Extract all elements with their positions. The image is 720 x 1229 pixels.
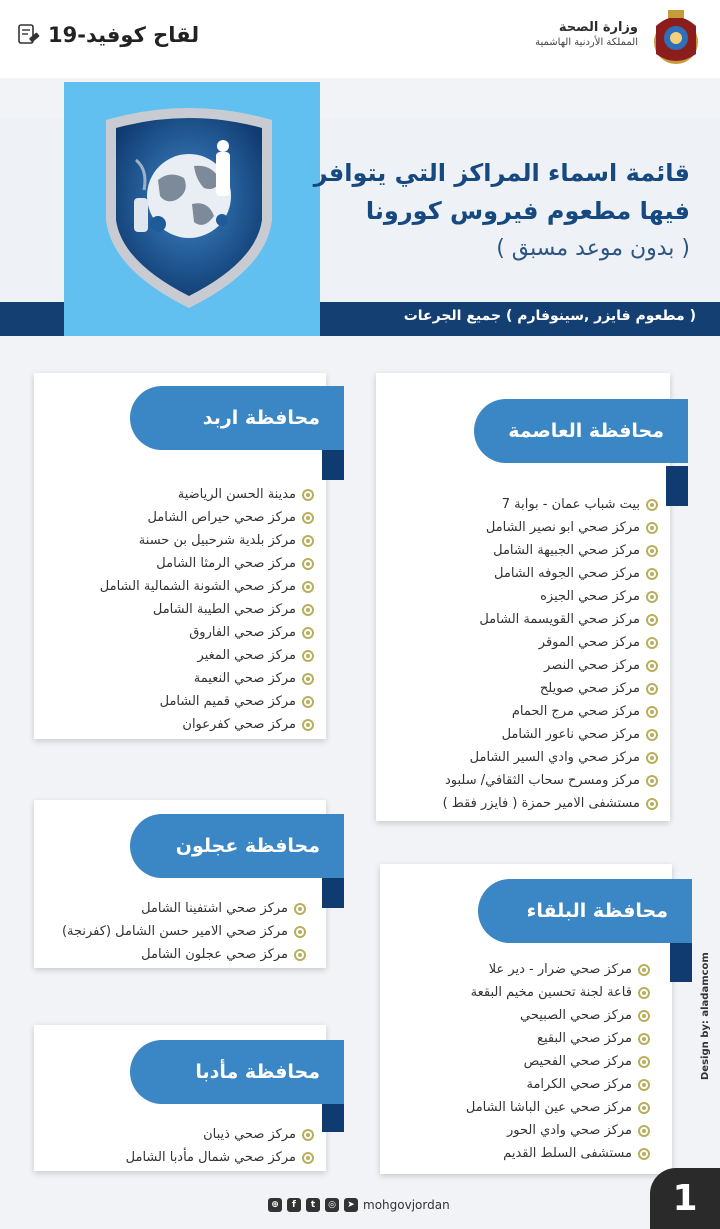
banner-title bbox=[314, 154, 690, 268]
design-credit: Design by: aladamcom bbox=[700, 952, 711, 1080]
capital-list bbox=[443, 493, 658, 815]
telegram-icon[interactable]: ➤ bbox=[344, 1198, 358, 1212]
location-pin-icon bbox=[646, 568, 658, 580]
list-item: بيت شباب عمان - بوابة 7 bbox=[443, 493, 658, 516]
vaccine-title-text: لقاح كوفيد-19 bbox=[48, 23, 200, 47]
irbid-header: محافظة اربد bbox=[130, 386, 344, 450]
ministry-name: وزارة الصحة bbox=[558, 20, 638, 35]
list-item: مركز صحي ابو نصير الشامل bbox=[443, 516, 658, 539]
capital-header: محافظة العاصمة bbox=[474, 399, 688, 463]
location-pin-icon bbox=[638, 1079, 650, 1091]
location-pin-icon bbox=[646, 660, 658, 672]
location-pin-icon bbox=[646, 614, 658, 626]
location-pin-icon bbox=[638, 1033, 650, 1045]
banner-title-line3: ( بدون موعد مسبق ) bbox=[496, 236, 690, 261]
jordan-coat-of-arms-icon bbox=[650, 6, 702, 68]
list-item: مركز صحي القويسمة الشامل bbox=[443, 608, 658, 631]
balqa-pill-fold bbox=[670, 942, 692, 982]
list-item: مركز صحي صويلح bbox=[443, 677, 658, 700]
location-pin-icon bbox=[302, 719, 314, 731]
list-item: مستشفى الامير حمزة ( فايزر فقط ) bbox=[443, 792, 658, 815]
list-item: مركز صحي الصبيحي bbox=[466, 1004, 650, 1027]
location-pin-icon bbox=[302, 535, 314, 547]
location-pin-icon bbox=[646, 522, 658, 534]
twitter-icon[interactable]: t bbox=[306, 1198, 320, 1212]
web-icon[interactable]: ⊕ bbox=[268, 1198, 282, 1212]
location-pin-icon bbox=[294, 949, 306, 961]
social-footer bbox=[268, 1198, 450, 1212]
banner-subtitle: ( مطعوم فايزر ,سينوفارم ) جميع الجرعات bbox=[403, 308, 696, 324]
list-item: مركز صحي ناعور الشامل bbox=[443, 723, 658, 746]
vaccine-title bbox=[16, 22, 199, 48]
list-item: مركز صحي الشونة الشمالية الشامل bbox=[100, 575, 314, 598]
list-item: مركز صحي الفحيص bbox=[466, 1050, 650, 1073]
list-item: مركز صحي الفاروق bbox=[100, 621, 314, 644]
location-pin-icon bbox=[638, 1125, 650, 1137]
list-item: مركز ومسرح سحاب الثقافي/ سلبود bbox=[443, 769, 658, 792]
list-item: مركز صحي الرمثا الشامل bbox=[100, 552, 314, 575]
list-item: مدينة الحسن الرياضية bbox=[100, 483, 314, 506]
list-item: مركز صحي شمال مأدبا الشامل bbox=[126, 1146, 314, 1169]
location-pin-icon bbox=[302, 558, 314, 570]
ajloun-header: محافظة عجلون bbox=[130, 814, 344, 878]
list-item: مركز صحي وادي السير الشامل bbox=[443, 746, 658, 769]
list-item: قاعة لجنة تحسين مخيم البقعة bbox=[466, 981, 650, 1004]
list-item: مركز صحي حيراص الشامل bbox=[100, 506, 314, 529]
ajloun-list bbox=[62, 897, 306, 966]
list-item: مركز صحي عجلون الشامل bbox=[62, 943, 306, 966]
location-pin-icon bbox=[302, 604, 314, 616]
list-item: مركز صحي مرج الحمام bbox=[443, 700, 658, 723]
banner-title-line1: قائمة اسماء المراكز التي يتوافر bbox=[313, 159, 690, 187]
location-pin-icon bbox=[302, 1152, 314, 1164]
madaba-header: محافظة مأدبا bbox=[130, 1040, 344, 1104]
location-pin-icon bbox=[646, 499, 658, 511]
list-item: مركز صحي وادي الحور bbox=[466, 1119, 650, 1142]
location-pin-icon bbox=[646, 706, 658, 718]
location-pin-icon bbox=[302, 627, 314, 639]
irbid-list bbox=[100, 483, 314, 736]
kingdom-name: المملكة الأردنية الهاشمية bbox=[535, 37, 638, 48]
list-item: مركز صحي عين الباشا الشامل bbox=[466, 1096, 650, 1119]
virus-globe-shield-icon bbox=[96, 100, 282, 312]
banner-title-line2: فيها مطعوم فيروس كورونا bbox=[365, 197, 690, 225]
location-pin-icon bbox=[638, 1148, 650, 1160]
list-item: مركز صحي البقيع bbox=[466, 1027, 650, 1050]
location-pin-icon bbox=[646, 683, 658, 695]
location-pin-icon bbox=[302, 650, 314, 662]
location-pin-icon bbox=[638, 987, 650, 999]
madaba-list bbox=[126, 1123, 314, 1169]
location-pin-icon bbox=[294, 903, 306, 915]
location-pin-icon bbox=[646, 545, 658, 557]
balqa-header: محافظة البلقاء bbox=[478, 879, 692, 943]
list-item: مركز صحي كفرعوان bbox=[100, 713, 314, 736]
location-pin-icon bbox=[638, 1010, 650, 1022]
ministry-block bbox=[535, 20, 638, 48]
location-pin-icon bbox=[302, 673, 314, 685]
location-pin-icon bbox=[302, 581, 314, 593]
list-item: مركز صحي قميم الشامل bbox=[100, 690, 314, 713]
location-pin-icon bbox=[302, 1129, 314, 1141]
list-item: مركز بلدية شرحبيل بن حسنة bbox=[100, 529, 314, 552]
list-item: مستشفى السلط القديم bbox=[466, 1142, 650, 1165]
list-item: مركز صحي الجوفه الشامل bbox=[443, 562, 658, 585]
list-item: مركز صحي النصر bbox=[443, 654, 658, 677]
list-item: مركز صحي الطيبة الشامل bbox=[100, 598, 314, 621]
facebook-icon[interactable]: f bbox=[287, 1198, 301, 1212]
instagram-icon[interactable]: ◎ bbox=[325, 1198, 339, 1212]
list-item: مركز صحي النعيمة bbox=[100, 667, 314, 690]
page-number: 1 bbox=[650, 1168, 720, 1229]
location-pin-icon bbox=[638, 1102, 650, 1114]
balqa-list bbox=[466, 958, 650, 1165]
list-item: مركز صحي الجبيهة الشامل bbox=[443, 539, 658, 562]
location-pin-icon bbox=[294, 926, 306, 938]
location-pin-icon bbox=[646, 729, 658, 741]
location-pin-icon bbox=[646, 752, 658, 764]
location-pin-icon bbox=[302, 512, 314, 524]
list-item: مركز صحي ذيبان bbox=[126, 1123, 314, 1146]
list-item: مركز صحي الامير حسن الشامل (كفرنجة) bbox=[62, 920, 306, 943]
list-item: مركز صحي المغير bbox=[100, 644, 314, 667]
social-handle[interactable]: mohgovjordan bbox=[363, 1198, 450, 1212]
location-pin-icon bbox=[646, 798, 658, 810]
list-item: مركز صحي اشتفينا الشامل bbox=[62, 897, 306, 920]
capital-pill-fold bbox=[666, 466, 688, 506]
vaccine-document-icon bbox=[16, 22, 42, 48]
location-pin-icon bbox=[646, 591, 658, 603]
list-item: مركز صحي الجيزه bbox=[443, 585, 658, 608]
location-pin-icon bbox=[302, 489, 314, 501]
list-item: مركز صحي الكرامة bbox=[466, 1073, 650, 1096]
location-pin-icon bbox=[646, 775, 658, 787]
list-item: مركز صحي الموقر bbox=[443, 631, 658, 654]
location-pin-icon bbox=[638, 964, 650, 976]
location-pin-icon bbox=[638, 1056, 650, 1068]
list-item: مركز صحي ضرار - دير علا bbox=[466, 958, 650, 981]
location-pin-icon bbox=[646, 637, 658, 649]
location-pin-icon bbox=[302, 696, 314, 708]
